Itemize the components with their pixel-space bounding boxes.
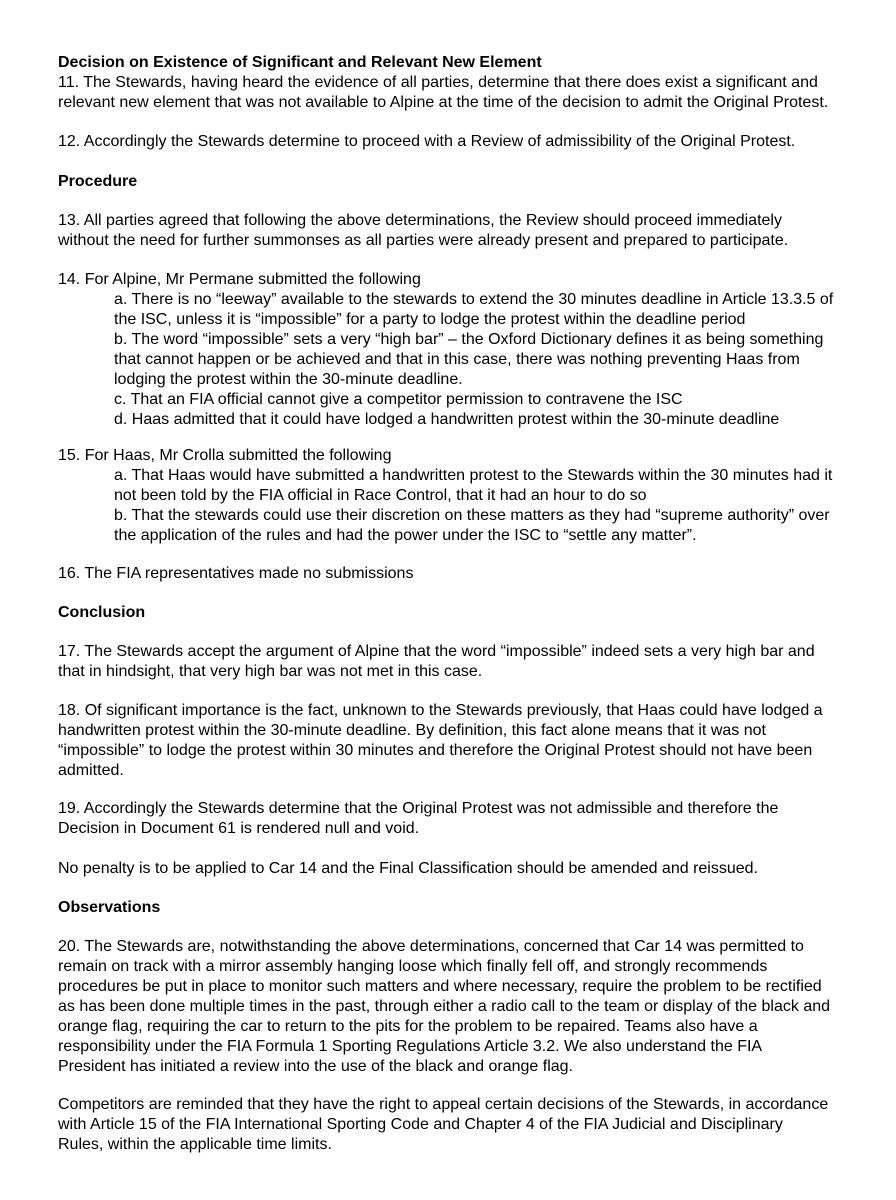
- line: 18. Of significant importance is the fact, unknown to the Stewards previously, that Haas could have lodged a: [58, 702, 823, 719]
- line: d. Haas admitted that it could have lodged a handwritten protest within the 30-minute deadline: [114, 411, 780, 428]
- line: No penalty is to be applied to Car 14 and the Final Classification should be amended and reissued.: [58, 860, 758, 877]
- line: 16. The FIA representatives made no submissions: [58, 565, 414, 582]
- line: that cannot happen or be achieved and that in this case, there was nothing preventing Haas from: [114, 351, 800, 368]
- paragraph-12: [58, 132, 882, 152]
- paragraph-penalty: [58, 859, 882, 879]
- line: the ISC, unless it is “impossible” for a party to lodge the protest within the deadline period: [114, 311, 746, 328]
- line: c. That an FIA official cannot give a competitor permission to contravene the ISC: [114, 391, 683, 408]
- paragraph-appeal: [58, 1095, 882, 1155]
- paragraph-20: [58, 937, 882, 1077]
- heading-conclusion: Conclusion: [58, 604, 146, 621]
- line: a. There is no “leeway” available to the stewards to extend the 30 minutes deadline in Article 13.3.5 of: [114, 291, 834, 308]
- paragraph-16: [58, 564, 882, 584]
- line: 17. The Stewards accept the argument of Alpine that the word “impossible” indeed sets a very high bar and: [58, 643, 815, 660]
- line: not been told by the FIA official in Race Control, that it had an hour to do so: [114, 487, 647, 504]
- line: President has initiated a review into the use of the black and orange flag.: [58, 1058, 573, 1075]
- line: procedures be put in place to monitor such matters and where necessary, require the problem to be rectified: [58, 978, 822, 995]
- line: 20. The Stewards are, notwithstanding the above determinations, concerned that Car 14 was permitted to: [58, 938, 804, 955]
- line: 13. All parties agreed that following the above determinations, the Review should proceed immediately: [58, 212, 782, 229]
- line: as has been done multiple times in the past, through either a radio call to the team or display of the black and: [58, 998, 831, 1015]
- line: 19. Accordingly the Stewards determine that the Original Protest was not admissible and therefore the: [58, 800, 779, 817]
- line: Decision in Document 61 is rendered null and void.: [58, 820, 420, 837]
- heading-observations: Observations: [58, 899, 161, 916]
- line: 12. Accordingly the Stewards determine to proceed with a Review of admissibility of the Original Protest.: [58, 133, 796, 150]
- paragraph-17: [58, 642, 882, 682]
- line: responsibility under the FIA Formula 1 Sporting Regulations Article 3.2. We also understand the FIA: [58, 1038, 763, 1055]
- line: b. The word “impossible” sets a very “high bar” – the Oxford Dictionary defines it as being something: [114, 331, 824, 348]
- line: that in hindsight, that very high bar was not met in this case.: [58, 663, 483, 680]
- line: a. That Haas would have submitted a handwritten protest to the Stewards within the 30 minutes had it: [114, 467, 833, 484]
- paragraph-15-items: [114, 466, 886, 546]
- line: handwritten protest within the 30-minute deadline. By definition, this fact alone means that it was not: [58, 722, 766, 739]
- line: with Article 15 of the FIA International Sporting Code and Chapter 4 of the FIA Judicial and Disciplinary: [58, 1116, 783, 1133]
- line: relevant new element that was not available to Alpine at the time of the decision to admit the Original Protest.: [58, 94, 829, 111]
- heading-decision: Decision on Existence of Significant and Relevant New Element: [58, 54, 542, 71]
- heading-procedure: Procedure: [58, 173, 138, 190]
- line: b. That the stewards could use their discretion on these matters as they had “supreme authority” over: [114, 507, 830, 524]
- paragraph-15-intro: 15. For Haas, Mr Crolla submitted the following: [58, 447, 392, 464]
- line: “impossible” to lodge the protest within 30 minutes and therefore the Original Protest should not have been: [58, 742, 813, 759]
- line: remain on track with a mirror assembly hanging loose which finally fell off, and strongly recommends: [58, 958, 768, 975]
- paragraph-14-items: [114, 290, 886, 430]
- line: Competitors are reminded that they have the right to appeal certain decisions of the Stewards, in accordance: [58, 1096, 829, 1113]
- line: the application of the rules and had the power under the ISC to “settle any matter”.: [114, 527, 697, 544]
- line: 11. The Stewards, having heard the evidence of all parties, determine that there does exist a significant and: [58, 74, 818, 91]
- paragraph-14-intro: 14. For Alpine, Mr Permane submitted the following: [58, 271, 421, 288]
- paragraph-13: [58, 211, 882, 251]
- line: orange flag, requiring the car to return to the pits for the problem to be repaired. Teams also have a: [58, 1018, 758, 1035]
- line: without the need for further summonses as all parties were already present and prepared to participate.: [58, 232, 789, 249]
- paragraph-19: [58, 799, 882, 839]
- line: admitted.: [58, 762, 124, 779]
- paragraph-11: [58, 73, 882, 113]
- paragraph-18: [58, 701, 882, 781]
- line: lodging the protest within the 30-minute deadline.: [114, 371, 463, 388]
- line: Rules, within the applicable time limits.: [58, 1136, 332, 1153]
